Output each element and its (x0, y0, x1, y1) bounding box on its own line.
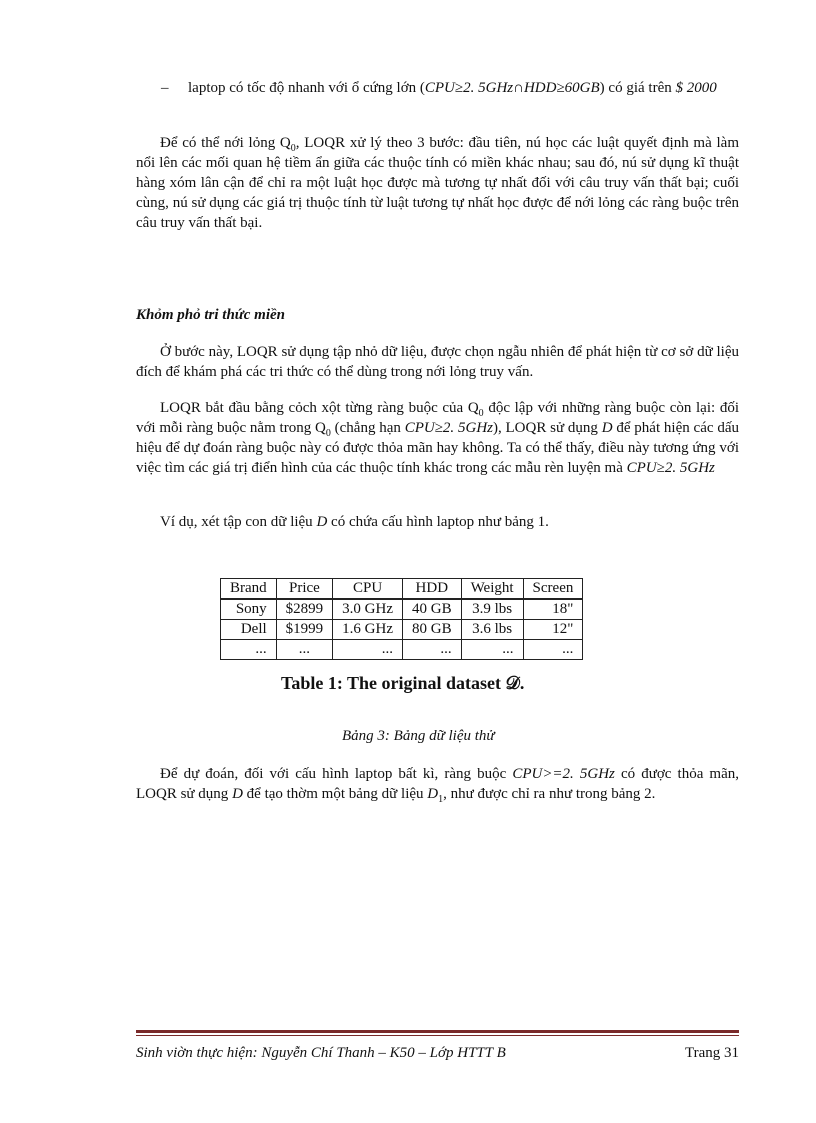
footer-rule-thick (136, 1030, 739, 1033)
table-header-row (221, 579, 583, 600)
variable: D (601, 420, 613, 436)
document-page (136, 0, 739, 1123)
variable: D (427, 786, 439, 802)
table-cell: $1999 (276, 620, 333, 640)
footer-page-number: Trang 31 (684, 1045, 739, 1061)
subscript: 0 (325, 428, 331, 439)
table-caption-en: Table 1: The original dataset 𝒟. (281, 673, 525, 693)
paragraph-prediction (136, 764, 739, 804)
table-cell: 3.0 GHz (333, 599, 403, 620)
table-cell: 1.6 GHz (333, 620, 403, 640)
table-cell: 3.6 lbs (461, 620, 523, 640)
table-cell: ... (276, 640, 333, 660)
paragraph-relaxation-steps (136, 133, 739, 233)
formula: CPU≥2. 5GHz (626, 460, 715, 476)
text-part: LOQR bắt đầu bằng cỏch xột từng ràng buộc của Q (160, 400, 479, 416)
table-header-cell: Weight (461, 579, 523, 600)
table-cell: 18" (523, 599, 583, 620)
text-part: (chẳng hạn (330, 420, 405, 436)
dataset-table-wrapper (220, 578, 583, 660)
text-part: Để có thể nới lỏng Q (160, 135, 291, 151)
table-cell: ... (523, 640, 583, 660)
table-header-cell: Price (276, 579, 333, 600)
footer-author: Sinh viờn thực hiện: Nguyễn Chí Thanh – K50 – Lớp HTTT B (136, 1045, 506, 1061)
text-part: Ví dụ, xét tập con dữ liệu (160, 514, 317, 530)
table-cell: ... (221, 640, 277, 660)
formula: CPU≥2. 5GHz (404, 420, 493, 436)
table-cell: $2899 (276, 599, 333, 620)
table-header-cell: HDD (403, 579, 462, 600)
paragraph-sampling: Ở bước này, LOQR sử dụng tập nhỏ dữ liệu, được chọn ngẫu nhiên để phát hiện từ cơ sở dữ liệu đích để khám phá các tri thức có thể dùng trong nới lỏng truy vấn. (136, 344, 739, 380)
table-cell: ... (333, 640, 403, 660)
paragraph-constraints (136, 398, 739, 478)
text-part: ), LOQR sử dụng (492, 420, 602, 436)
text-part: để tạo thờm một bảng dữ liệu (242, 786, 428, 802)
subscript: 1 (438, 794, 444, 805)
text-part: Để dự đoán, đối với cấu hình laptop bất kì, ràng buộc (160, 766, 513, 782)
bullet-text-part: laptop có tốc độ nhanh với ổ cứng lớn ( (188, 80, 425, 96)
table-header-cell: Screen (523, 579, 583, 600)
bullet-dash: – (161, 80, 169, 96)
table-cell: 40 GB (403, 599, 462, 620)
section-heading: Khỏm phỏ tri thức miền (136, 307, 286, 323)
bullet-text (188, 78, 739, 98)
bullet-price: $ 2000 (675, 80, 717, 96)
bullet-item (136, 78, 739, 98)
table-cell: ... (461, 640, 523, 660)
text-part: , như được chỉ ra như trong bảng 2. (443, 786, 656, 802)
paragraph-example (136, 512, 739, 532)
table-header-cell: Brand (221, 579, 277, 600)
text-part: có được thỏa mãn, LOQR sử dụng (136, 766, 740, 802)
bullet-text-part: ) có (599, 80, 623, 96)
text-part: , LOQR xử lý theo 3 bước: đầu tiên, nú học các luật quyết định mà làm nổi lên các mối quan hệ tiềm ẩn giữa các thuộc tính có miền khác nhau; sau đó, nú sử dụng kĩ thuật hàng xóm lân cận để chỉ ra một luật học được mà tương tự nhất đối với câu truy vấn thất bại; cuối cùng, nú sử dụng các giá trị thuộc tính từ luật tương tự nhất học được để nới lỏng các ràng buộc trên câu truy vấn thất bại. (136, 135, 739, 231)
table-header-cell: CPU (333, 579, 403, 600)
variable: D (316, 514, 328, 530)
table-cell: 12" (523, 620, 583, 640)
text-part: để phát hiện các dấu hiệu để dự đoán ràng buộc này có được thỏa mãn hay không. Ta có thể thấy, điều này tương ứng với việc tìm các giá trị điển hình của các thuộc tính khác trong các mẫu rèn luyện mà (136, 420, 739, 476)
table-cell: 80 GB (403, 620, 462, 640)
text-part: độc lập với những ràng buộc còn lại: đối với mỗi ràng buộc nằm trong Q (136, 400, 739, 436)
footer-rule-thin (136, 1035, 739, 1036)
table-cell: ... (403, 640, 462, 660)
formula: CPU>=2. 5GHz (512, 766, 615, 782)
subscript: 0 (478, 408, 484, 419)
variable: D (232, 786, 243, 802)
table-caption-vi: Bảng 3: Bảng dữ liệu thử (342, 728, 495, 744)
bullet-formula: CPU≥2. 5GHz∩HDD≥60GB (424, 80, 600, 96)
text-part: có chứa cấu hình laptop như bảng 1. (327, 514, 549, 530)
table-cell: Sony (221, 599, 277, 620)
table-row (221, 620, 583, 640)
table-row (221, 640, 583, 660)
table-cell: Dell (221, 620, 277, 640)
table-row (221, 599, 583, 620)
table-cell: 3.9 lbs (461, 599, 523, 620)
dataset-table (220, 578, 583, 660)
subscript: 0 (290, 143, 296, 154)
bullet-text-part: giá trên (626, 80, 676, 96)
